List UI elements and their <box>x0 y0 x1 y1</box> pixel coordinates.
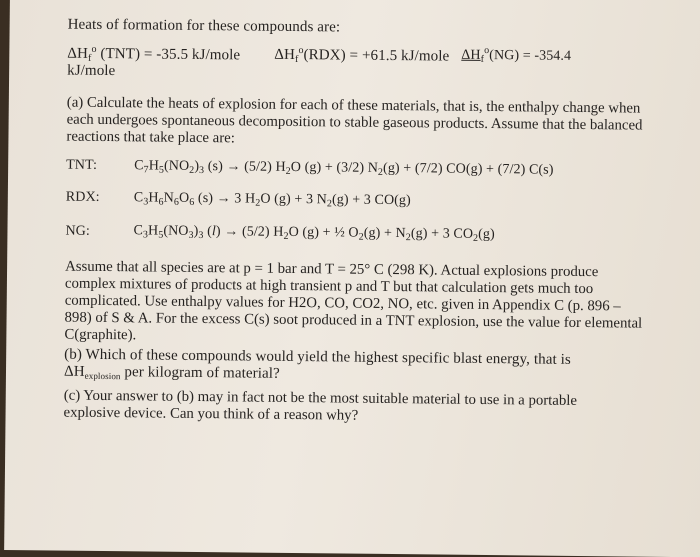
reaction-tnt: $C_7H_5(NO_2)_3$ (s) → (5/2) $H_2O$ (g) + (3/2) $N_2(g) + (7/2) CO(g) + (7/2)$ C(s) <box>134 158 554 178</box>
formation-ng: $\Delta H_f^o(NG) = -354.4$ <box>461 44 572 65</box>
formation-rdx: $\Delta H_f^o(RDX) = +61.5$ kJ/mole <box>274 45 450 66</box>
part-b-line2: $\Delta H_{explosion}$ per kilogram of material? <box>63 363 280 382</box>
reaction-label-rdx: RDX: <box>65 189 100 205</box>
part-a-text: (a) Calculate the heats of explosion for each of these materials, that is, the enthalpy change when each undergoes spontaneous decomposition to stable gaseous products. Assume that the balanced reactions that take place are: <box>66 94 643 147</box>
part-c-text: (c) Your answer to (b) may in fact not be the most suitable material to use in a portable explosive device. Can you think of a reason why? <box>63 387 578 424</box>
worksheet-page <box>4 0 700 557</box>
reaction-rdx: $C_3H_6N_6O_6$ (s) → 3 $H_2O$ (g) + 3 $N_2(g) + 3$ CO(g) <box>133 190 411 210</box>
reaction-label-tnt: TNT: <box>66 157 98 173</box>
formation-tnt-unit: kJ/mole <box>67 62 116 80</box>
assumptions-text: Assume that all species are at p = 1 bar and T = 25° C (298 K). Actual explosions produce complex mixtures of products at high transient p and T but that calculation gets much too complicated. Use enthalpy values for H2O, CO, CO2, NO, etc. given in Appendix C (p. 896 – 898) of S & A. For the excess C(s) soot produced in a TNT explosion, use the value for elemental C(graphite). <box>64 258 643 344</box>
page-heading: Heats of formation for these compounds are: <box>67 16 341 36</box>
reaction-label-ng: NG: <box>65 223 90 239</box>
reaction-ng: $C_3H_5(NO_3)_3$ (l) → (5/2) $H_2O$ (g) + ½ $O_2(g) + N_2(g) + 3$ $CO_2(g)$ <box>133 223 495 244</box>
part-b-line1: (b) Which of these compounds would yield the highest specific blast energy, that is <box>64 346 571 368</box>
formation-tnt: $\Delta H_f^o$ (TNT) = -35.5 kJ/mole <box>67 43 241 64</box>
